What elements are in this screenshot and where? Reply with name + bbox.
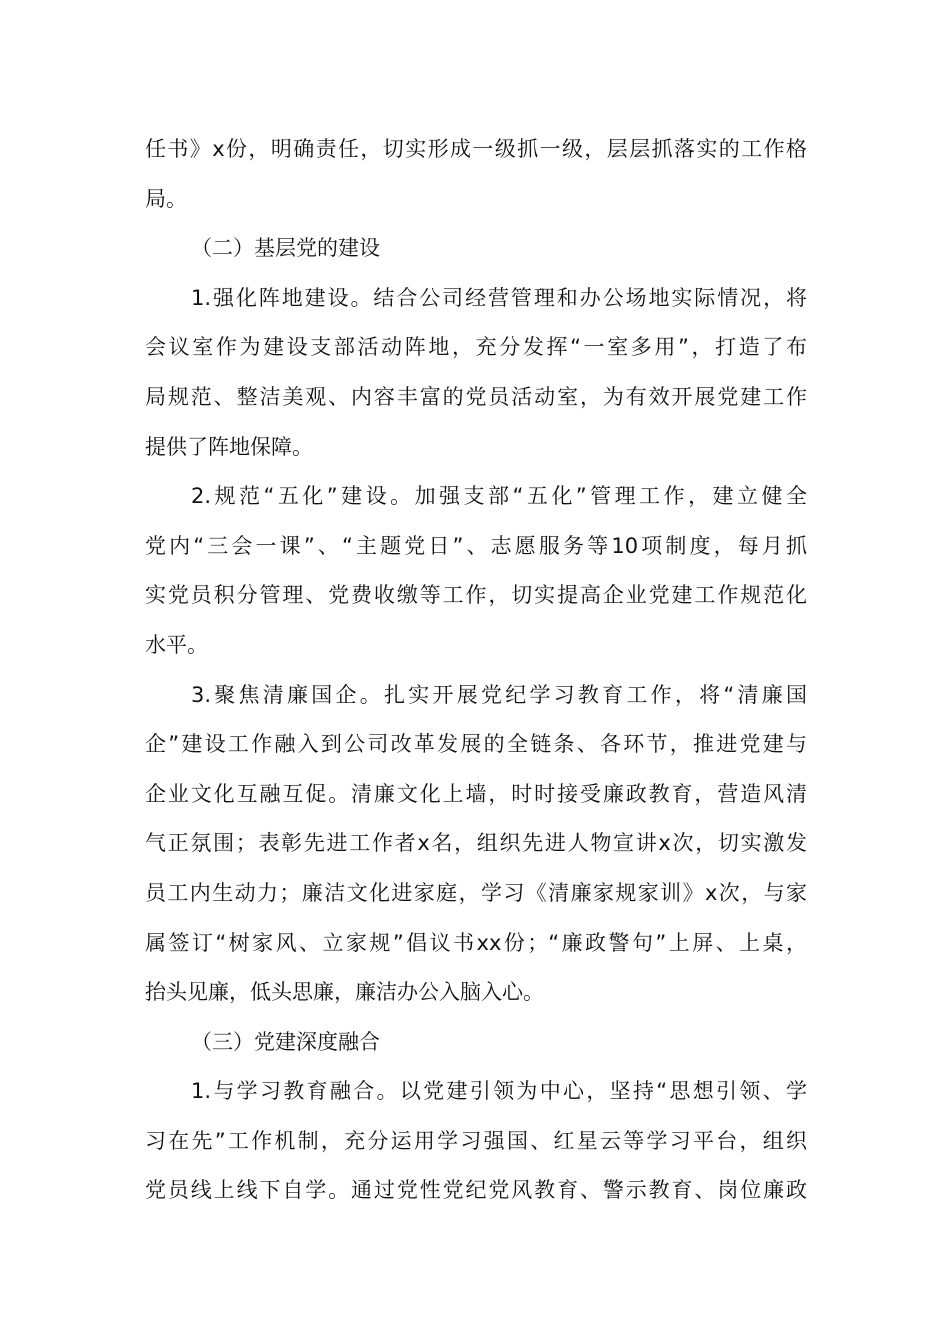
text-line: 提供了阵地保障。 [145, 434, 313, 459]
text-line: 2.规范“五化”建设。加强支部“五化”管理工作，建立健全 [191, 484, 807, 509]
text-line: 党内“三会一课”、“主题党日”、志愿服务等10项制度，每月抓 [145, 533, 807, 558]
paragraph [145, 671, 807, 1018]
paragraph [145, 1067, 807, 1216]
text-line: 气正氛围；表彰先进工作者x名，组织先进人物宣讲x次，切实激发 [145, 831, 807, 856]
text-line: 局。 [145, 186, 187, 211]
paragraph [145, 472, 807, 670]
text-line: 属签订“树家风、立家规”倡议书xx份；“廉政警句”上屏、上桌， [145, 930, 807, 955]
text-line: 实党员积分管理、党费收缴等工作，切实提高企业党建工作规范化 [145, 583, 807, 608]
text-line: （三）党建深度融合 [191, 1029, 380, 1054]
text-line: 员工内生动力；廉洁文化进家庭，学习《清廉家规家训》x次，与家 [145, 880, 807, 905]
text-line: 3.聚焦清廉国企。扎实开展党纪学习教育工作，将“清廉国 [191, 682, 807, 707]
text-line: 党员线上线下自学。通过党性党纪党风教育、警示教育、岗位廉政 [145, 1178, 807, 1203]
text-line: 企”建设工作融入到公司改革发展的全链条、各环节，推进党建与 [145, 732, 807, 757]
text-line: 习在先”工作机制，充分运用学习强国、红星云等学习平台，组织 [145, 1128, 807, 1153]
text-line: 企业文化互融互促。清廉文化上墙，时时接受廉政教育，营造风清 [145, 781, 807, 806]
section-heading [145, 1018, 807, 1068]
text-line: 任书》x份，明确责任，切实形成一级抓一级，层层抓落实的工作格 [145, 137, 807, 161]
text-line: 水平。 [145, 632, 208, 657]
text-line: 1.强化阵地建设。结合公司经营管理和办公场地实际情况，将 [191, 285, 807, 310]
paragraph [145, 125, 807, 224]
text-line: 抬头见廉，低头思廉，廉洁办公入脑入心。 [145, 980, 544, 1005]
text-line: 局规范、整洁美观、内容丰富的党员活动室，为有效开展党建工作 [145, 384, 807, 409]
text-line: （二）基层党的建设 [191, 236, 380, 261]
text-line: 1.与学习教育融合。以党建引领为中心，坚持“思想引领、学 [191, 1079, 807, 1104]
section-heading [145, 224, 807, 274]
paragraph [145, 274, 807, 472]
document-page [145, 125, 807, 1216]
text-line: 会议室作为建设支部活动阵地，充分发挥“一室多用”，打造了布 [145, 335, 807, 360]
